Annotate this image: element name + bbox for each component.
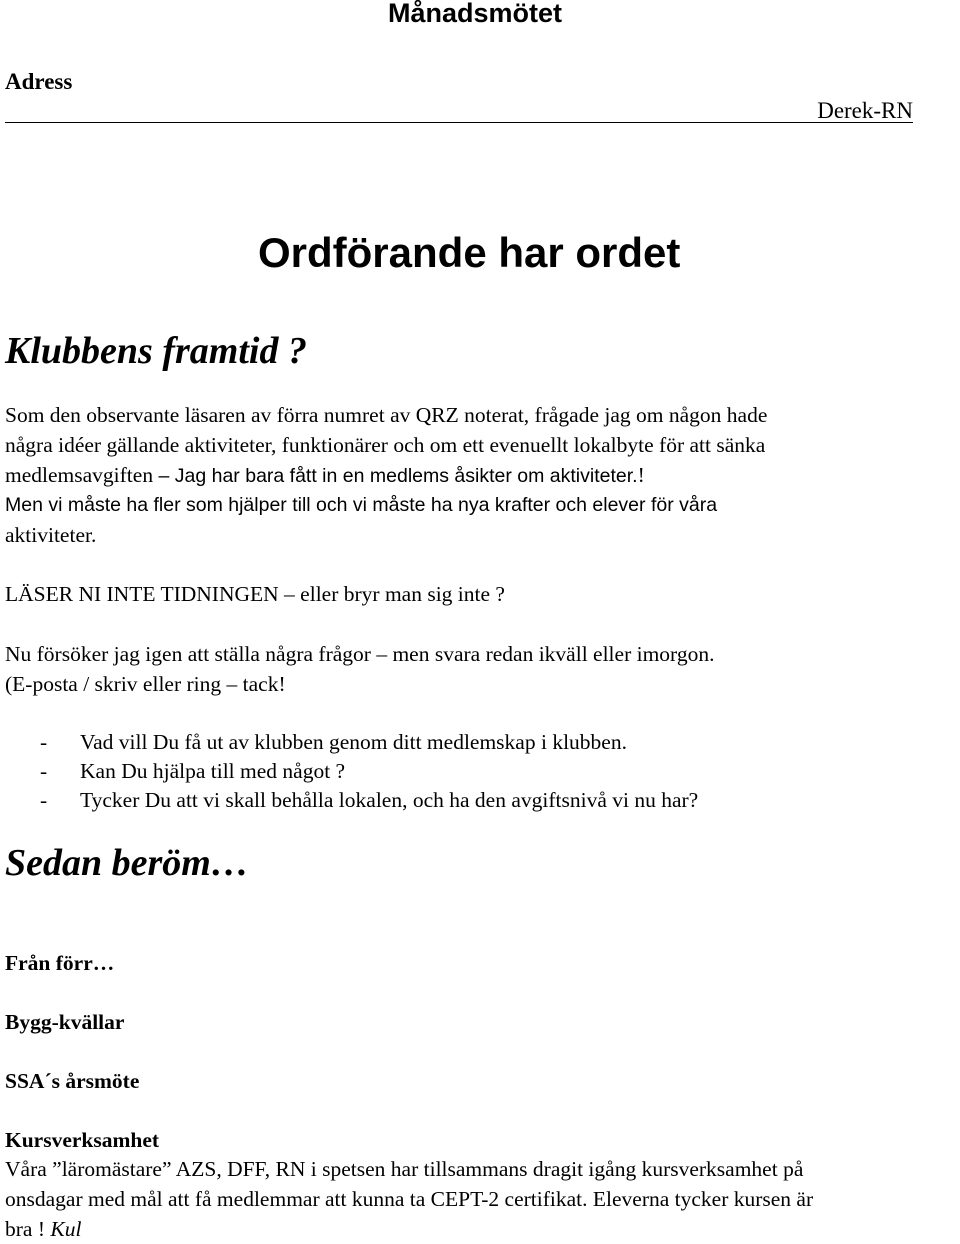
paragraph-italic-text: Kul <box>50 1217 82 1241</box>
paragraph-text: bra ! <box>5 1217 51 1241</box>
paragraph-text: ! <box>637 463 645 487</box>
paragraph-line: onsdagar med mål att få medlemmar att kunna ta CEPT-2 certifikat. Eleverna tycker kursen är <box>5 1187 814 1211</box>
paragraph-line <box>5 1214 960 1244</box>
list-item-text: Vad vill Du få ut av klubben genom ditt medlemskap i klubben. <box>80 730 627 754</box>
list-dash: - <box>40 759 48 783</box>
subheading-bygg: Bygg-kvällar <box>5 1010 125 1034</box>
paragraph-intro <box>5 400 960 550</box>
header-divider <box>5 122 913 123</box>
section-title-berom: Sedan beröm… <box>5 842 249 884</box>
list-dash: - <box>40 788 48 812</box>
paragraph-line <box>5 460 960 490</box>
paragraph-line: Våra ”läromästare” AZS, DFF, RN i spetsen har tillsammans dragit igång kursverksamhet på <box>5 1157 804 1181</box>
author-name: Derek-RN <box>817 98 913 123</box>
paragraph-text: – Jag har bara fått in en medlems åsikter om aktiviteter. <box>153 465 638 487</box>
question-list <box>40 728 698 815</box>
newsletter-title: Månadsmötet <box>388 0 563 28</box>
list-item-text: Kan Du hjälpa till med något ? <box>80 759 346 783</box>
paragraph-request <box>5 639 960 699</box>
address-label: Adress <box>5 69 73 94</box>
list-dash: - <box>40 730 48 754</box>
paragraph-line: några idéer gällande aktiviteter, funktionärer och om ett evenuellt lokalbyte för att sänka <box>5 433 766 457</box>
list-item <box>40 728 698 757</box>
subheading-ssa: SSA´s årsmöte <box>5 1069 140 1093</box>
paragraph-text: medlemsavgiften <box>5 463 154 487</box>
paragraph-line: Som den observante läsaren av förra numret av QRZ noterat, frågade jag om någon hade <box>5 403 768 427</box>
paragraph-line: LÄSER NI INTE TIDNINGEN – eller bryr man sig inte ? <box>5 582 505 606</box>
article-heading: Ordförande har ordet <box>258 229 681 276</box>
paragraph-line: Nu försöker jag igen att ställa några frågor – men svara redan ikväll eller imorgon. <box>5 642 715 666</box>
subheading-kurs: Kursverksamhet <box>5 1128 160 1152</box>
paragraph-question <box>5 579 960 609</box>
paragraph-kurs <box>5 1154 960 1244</box>
list-item <box>40 786 698 815</box>
paragraph-line: Men vi måste ha fler som hjälper till och vi måste ha nya krafter och elever för våra <box>5 494 718 516</box>
section-title-framtid: Klubbens framtid ? <box>5 330 307 372</box>
subheading-fran-forr: Från förr… <box>5 951 115 975</box>
list-item <box>40 757 698 786</box>
paragraph-line: (E-posta / skriv eller ring – tack! <box>5 672 286 696</box>
paragraph-line: aktiviteter. <box>5 523 97 547</box>
list-item-text: Tycker Du att vi skall behålla lokalen, och ha den avgiftsnivå vi nu har? <box>80 788 699 812</box>
